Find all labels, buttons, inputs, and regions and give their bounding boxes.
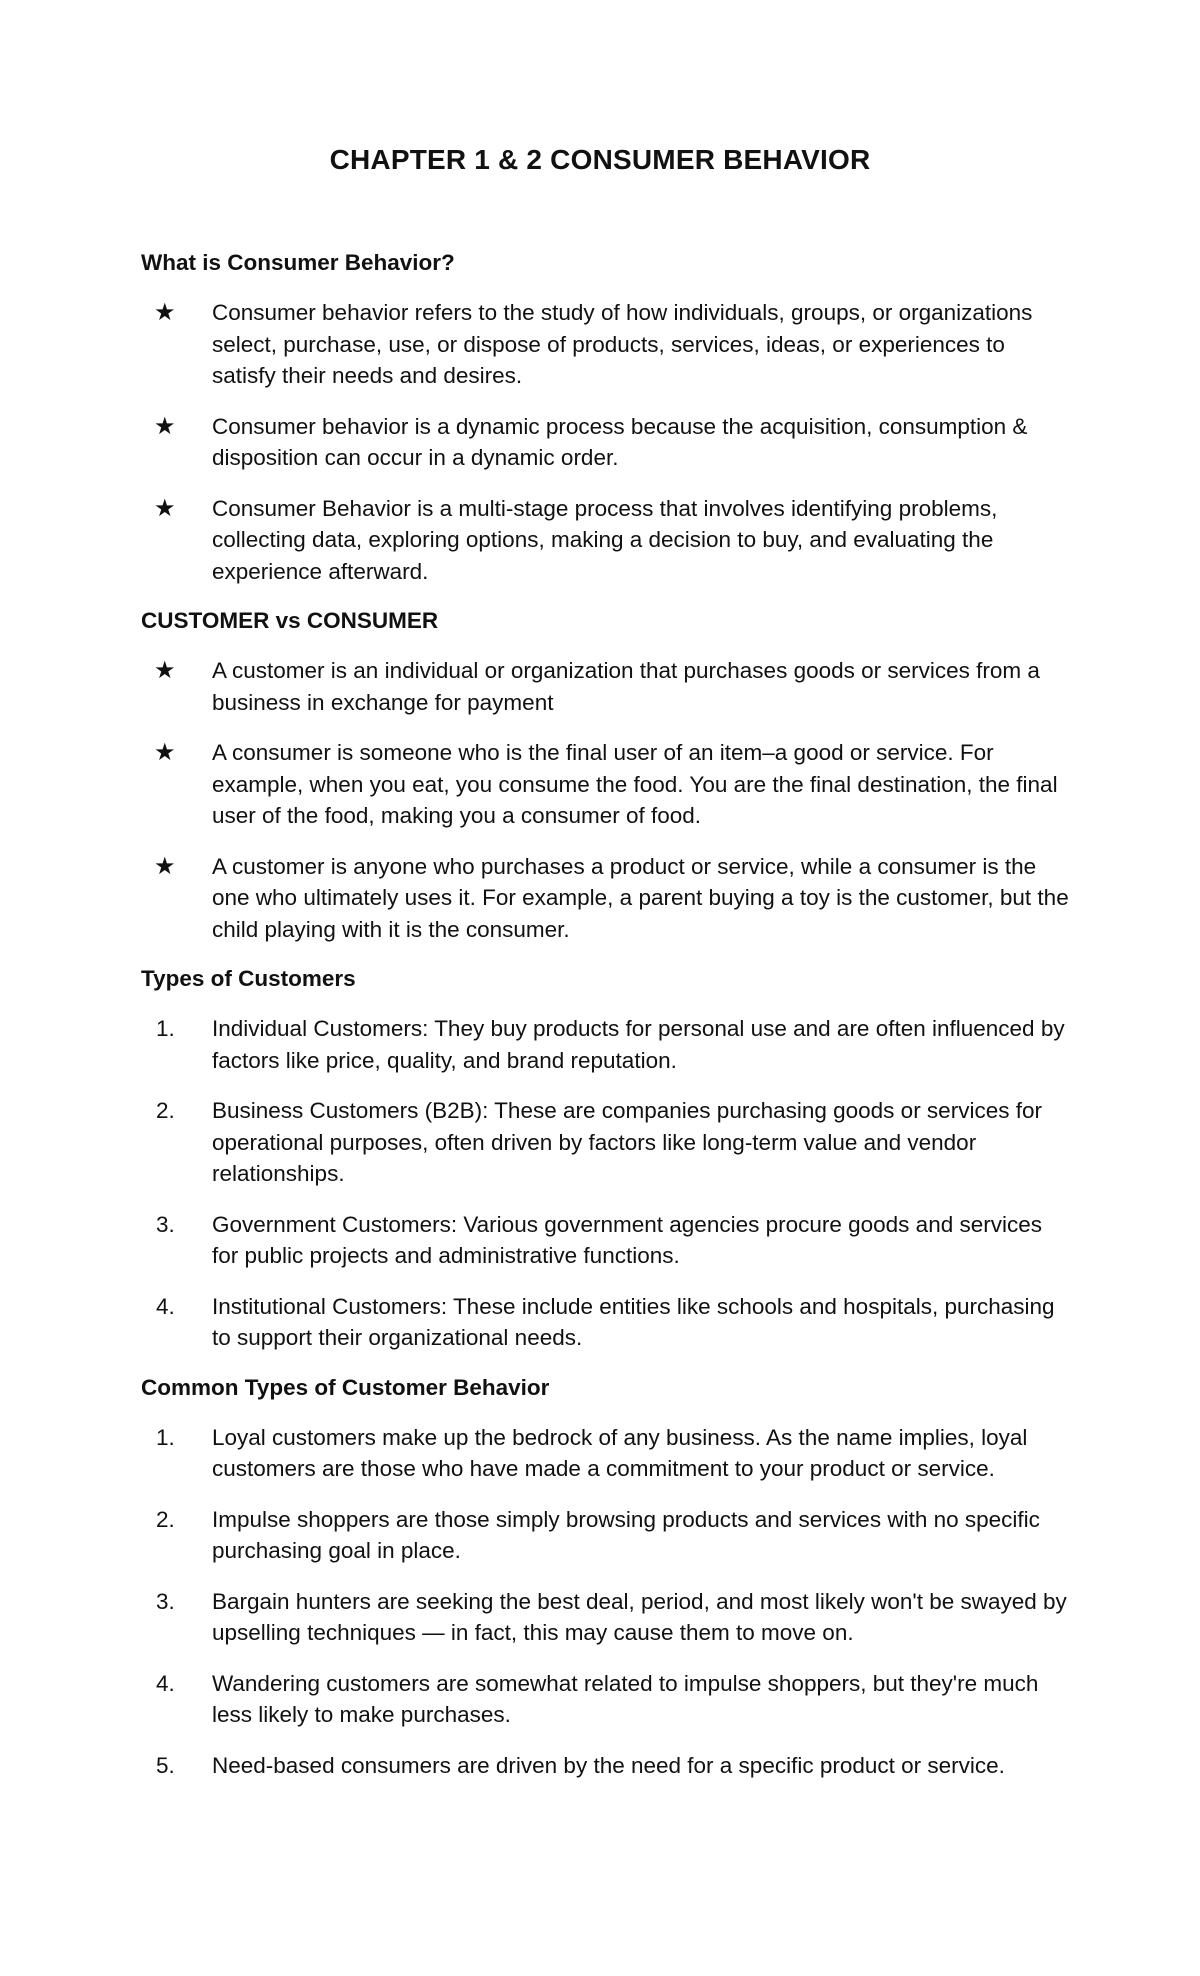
list-item-text: Business Customers (B2B): These are companies purchasing goods or services for operational purposes, often driven by factors like long-term value and vendor relationships. [212, 1098, 1042, 1186]
numbered-item [141, 1422, 1071, 1485]
list-item-text: Impulse shoppers are those simply browsing products and services with no specific purchasing goal in place. [212, 1506, 1040, 1563]
item-number: 4. [156, 1293, 175, 1319]
numbered-item [141, 1668, 1071, 1731]
list-item [141, 411, 1071, 474]
list-item-text: A consumer is someone who is the final user of an item–a good or service. For example, when you eat, you consume the food. You are the final destination, the final user of the food, making you a consumer of food. [212, 740, 1058, 828]
list-item-text: Bargain hunters are seeking the best deal, period, and most likely won't be swayed by upselling techniques — in fact, this may cause them to move on. [212, 1588, 1067, 1645]
list-item-text: Institutional Customers: These include entities like schools and hospitals, purchasing to support their organizational needs. [212, 1293, 1055, 1350]
item-number: 3. [156, 1588, 175, 1614]
numbered-item [141, 1013, 1071, 1076]
item-number: 2. [156, 1506, 175, 1532]
item-number: 4. [156, 1670, 175, 1696]
numbered-item [141, 1750, 1071, 1782]
star-bullet-icon: ★ [154, 656, 176, 684]
list-item [141, 737, 1071, 832]
section-what-is-consumer-behavior [141, 248, 1071, 587]
star-bullet-icon: ★ [154, 298, 176, 326]
list-item-text: Consumer behavior refers to the study of how individuals, groups, or organizations select, purchase, use, or dispose of products, services, ideas, or experiences to satisfy their needs and desires. [212, 300, 1033, 388]
list-item-text: Wandering customers are somewhat related to impulse shoppers, but they're much less likely to make purchases. [212, 1670, 1039, 1727]
document-content [141, 248, 1071, 1800]
star-bullet-icon: ★ [154, 851, 176, 880]
numbered-item [141, 1095, 1071, 1190]
list-item-text: Government Customers: Various government agencies procure goods and services for public projects and administrative functions. [212, 1211, 1042, 1268]
section-heading: What is Consumer Behavior? [141, 250, 455, 275]
star-bullet-icon: ★ [154, 493, 176, 522]
list-item-text: Consumer behavior is a dynamic process because the acquisition, consumption & disposition can occur in a dynamic order. [212, 413, 1028, 470]
numbered-item [141, 1291, 1071, 1354]
section-heading: CUSTOMER vs CONSUMER [141, 608, 439, 633]
section-common-types-of-customer-behavior [141, 1373, 1071, 1782]
list-item-text: Consumer Behavior is a multi-stage process that involves identifying problems, collecting data, exploring options, making a decision to buy, and evaluating the experience afterward. [212, 495, 998, 584]
item-number: 2. [156, 1098, 175, 1123]
item-number: 1. [156, 1424, 175, 1450]
list-item-text: Need-based consumers are driven by the need for a specific product or service. [212, 1752, 1005, 1778]
numbered-item [141, 1586, 1071, 1649]
item-number: 5. [156, 1752, 175, 1778]
section-types-of-customers [141, 964, 1071, 1354]
item-number: 1. [156, 1016, 175, 1041]
list-item [141, 851, 1071, 946]
section-customer-vs-consumer [141, 606, 1071, 945]
list-item [141, 655, 1071, 718]
numbered-item [141, 1209, 1071, 1272]
document-title: CHAPTER 1 & 2 CONSUMER BEHAVIOR [329, 144, 871, 175]
list-item-text: A customer is anyone who purchases a product or service, while a consumer is the one who ultimately uses it. For example, a parent buying a toy is the customer, but the child playing with it is the consumer. [212, 853, 1069, 942]
list-item-text: A customer is an individual or organization that purchases goods or services from a business in exchange for payment [212, 658, 1040, 715]
star-bullet-icon: ★ [154, 411, 176, 440]
list-item-text: Individual Customers: They buy products for personal use and are often influenced by factors like price, quality, and brand reputation. [212, 1016, 1065, 1073]
item-number: 3. [156, 1211, 175, 1237]
star-bullet-icon: ★ [154, 738, 176, 766]
list-item [141, 297, 1071, 392]
list-item [141, 493, 1071, 588]
list-item-text: Loyal customers make up the bedrock of any business. As the name implies, loyal customers are those who have made a commitment to your product or service. [212, 1424, 1028, 1481]
section-heading: Common Types of Customer Behavior [141, 1374, 550, 1400]
numbered-item [141, 1504, 1071, 1567]
section-heading: Types of Customers [141, 966, 356, 991]
